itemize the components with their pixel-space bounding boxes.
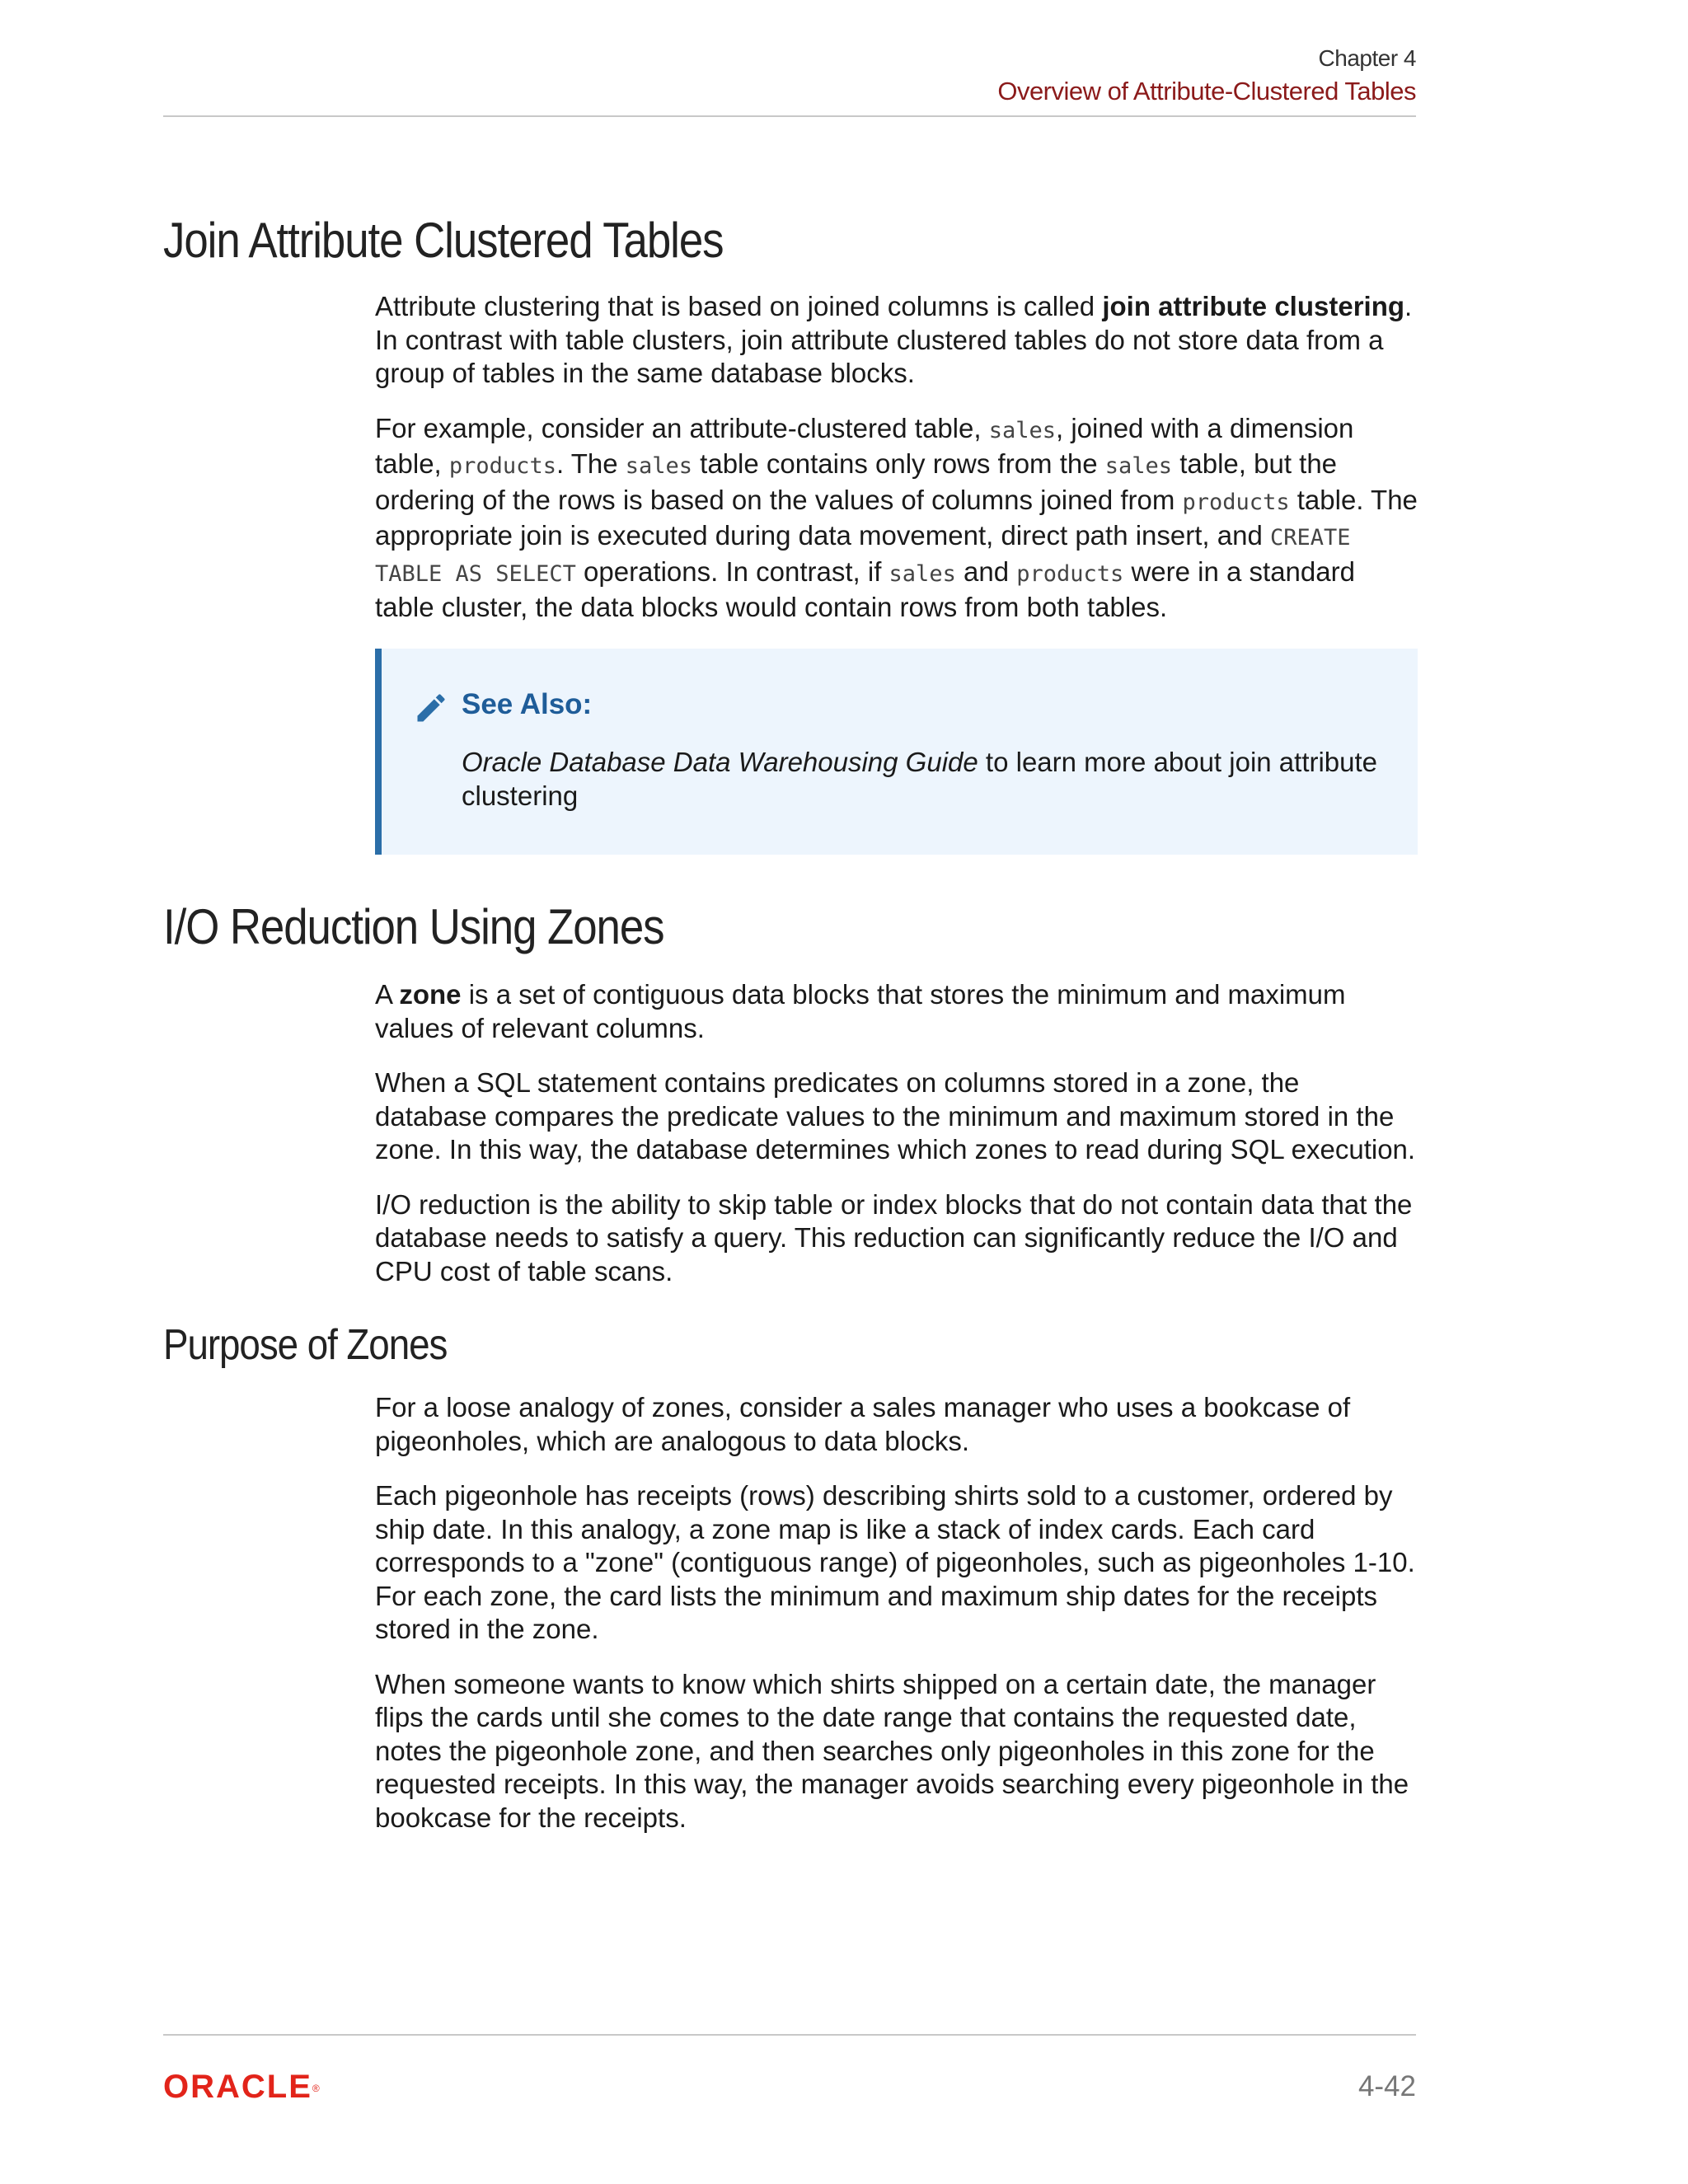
see-also-text: to learn more about join attribute clustering	[462, 747, 1378, 811]
inline-code: sales	[1104, 453, 1173, 479]
inline-code: CREATE TABLE AS SELECT	[375, 525, 1351, 587]
chapter-label: Chapter 4	[1318, 45, 1416, 71]
defined-term: join attribute clustering	[1102, 291, 1405, 321]
section-body-purpose	[375, 1391, 1418, 1856]
heading-io-reduction-using-zones: I/O Reduction Using Zones	[163, 899, 664, 954]
paragraph: When a SQL statement contains predicates on columns stored in a zone, the database compares the predicate values to the minimum and maximum stored in the zone. In this way, the database determines which zones to read during SQL execution.	[375, 1067, 1416, 1165]
section-body-join	[375, 290, 1418, 646]
pencil-icon	[413, 690, 449, 726]
page-number: 4-42	[1357, 2070, 1416, 2102]
book-title-link[interactable]: Oracle Database Data Warehousing Guide	[462, 747, 978, 777]
paragraph: Attribute clustering that is based on joined columns is called join attribute clustering. In contrast with table clusters, join attribute clustered tables do not store data from a group of tables in the same database blocks.	[375, 291, 1413, 388]
chapter-section-title: Overview of Attribute-Clustered Tables	[997, 77, 1416, 105]
oracle-logo: ORACLE®	[163, 2069, 320, 2105]
defined-term: zone	[399, 979, 462, 1010]
paragraph: I/O reduction is the ability to skip table or index blocks that do not contain data that the database needs to satisfy a query. This reduction can significantly reduce the I/O and CPU cost of table scans.	[375, 1188, 1413, 1286]
heading-join-attribute-clustered-tables: Join Attribute Clustered Tables	[163, 213, 724, 268]
heading-purpose-of-zones: Purpose of Zones	[163, 1321, 448, 1369]
section-body-io-reduction	[375, 978, 1418, 1310]
paragraph: For a loose analogy of zones, consider a sales manager who uses a bookcase of pigeonholes, which are analogous to data blocks.	[375, 1392, 1351, 1456]
see-also-note	[375, 649, 1418, 855]
inline-code: products	[1016, 560, 1124, 587]
inline-code: sales	[889, 560, 956, 587]
footer-divider	[163, 2034, 1416, 2036]
see-also-title: See Also:	[462, 688, 593, 720]
paragraph: For example, consider an attribute-clustered table, sales, joined with a dimension table, products. The sales table contains only rows from the sales table, but the ordering of the rows is based on the values of columns joined from products table. The appropriate join is executed during data movement, direct path insert, and CREATE TABLE AS SELECT operations. In contrast, if sales and products were in a standard table cluster, the data blocks would contain rows from both tables.	[375, 412, 1418, 622]
see-also-body	[462, 746, 1385, 813]
paragraph: Each pigeonhole has receipts (rows) describing shirts sold to a customer, ordered by ship date. In this analogy, a zone map is like a stack of index cards. Each card corresponds to a "zone" (contiguous range) of pigeonholes, such as pigeonholes 1-10. For each zone, the card lists the minimum and maximum ship dates for the receipts stored in the zone.	[375, 1480, 1415, 1644]
header-divider	[163, 115, 1416, 117]
inline-code: sales	[625, 453, 693, 479]
paragraph: When someone wants to know which shirts shipped on a certain date, the manager flips the cards until she comes to the date range that contains the requested date, notes the pigeonhole zone, and then searches only pigeonholes in this zone for the requested receipts. In this way, the manager avoids searching every pigeonhole in the bookcase for the receipts.	[375, 1668, 1409, 1833]
inline-code: sales	[988, 417, 1056, 443]
inline-code: products	[1182, 489, 1290, 515]
running-header	[997, 43, 1416, 109]
inline-code: products	[448, 453, 556, 479]
paragraph: A zone is a set of contiguous data blocks that stores the minimum and maximum values of relevant columns.	[375, 979, 1346, 1043]
